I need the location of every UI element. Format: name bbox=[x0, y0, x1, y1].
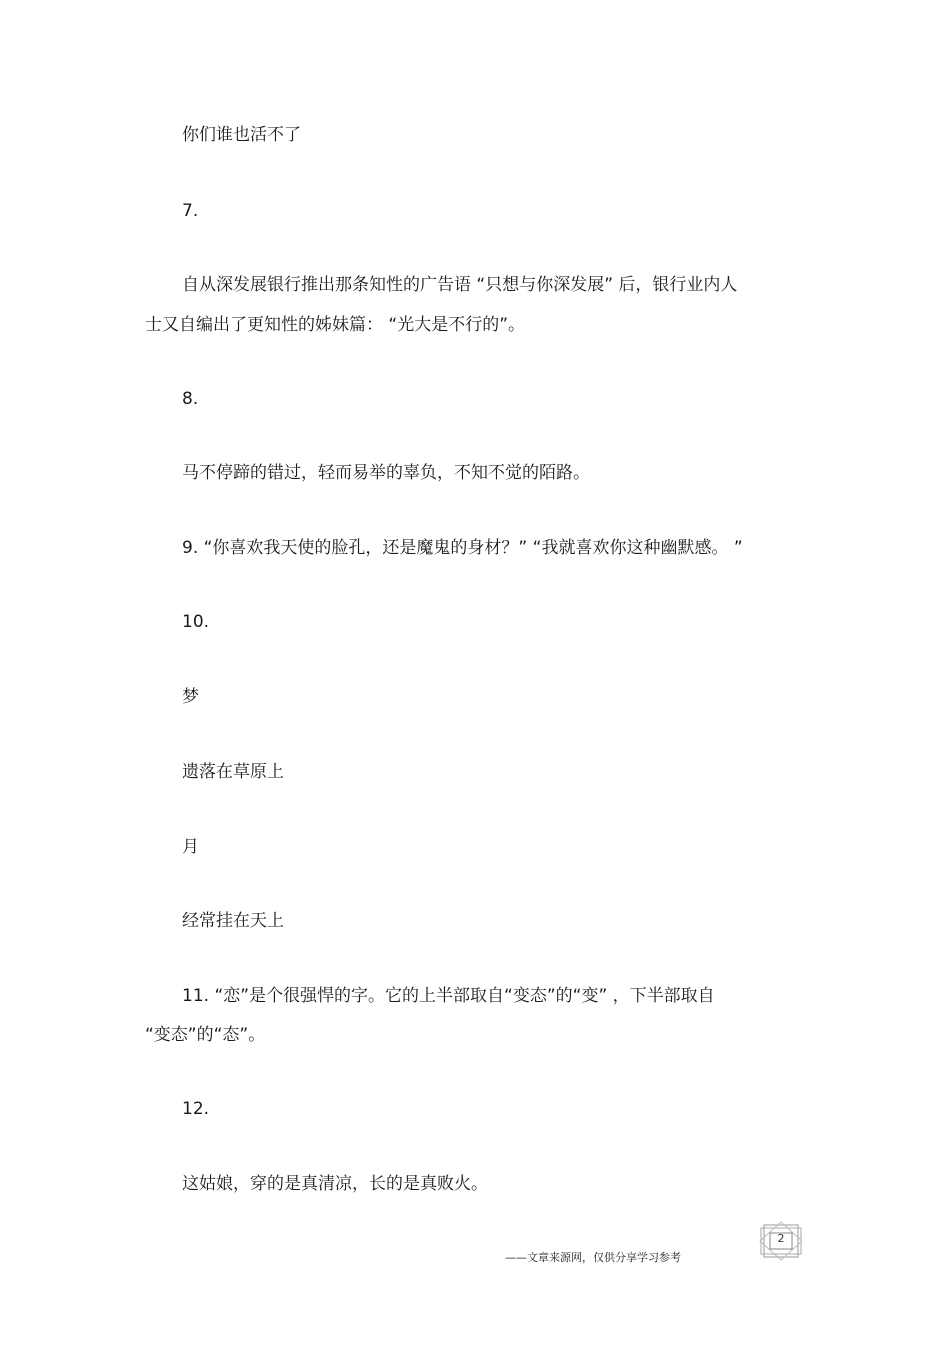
text-line: 9. “你喜欢我天使的脸孔，还是魔鬼的身材？” “我就喜欢你这种幽默感。 ” bbox=[182, 538, 743, 558]
item-number: 12. bbox=[182, 1099, 210, 1119]
text-line: 遗落在草原上 bbox=[182, 762, 284, 782]
item-number: 7. bbox=[182, 201, 199, 221]
item-number: 8. bbox=[182, 389, 199, 409]
text-line: 月 bbox=[182, 837, 199, 857]
text-line: 梦 bbox=[182, 687, 199, 707]
text-line: 自从深发展银行推出那条知性的广告语 “只想与你深发展” 后，银行业内人 bbox=[182, 275, 738, 295]
text-line: 你们谁也活不了 bbox=[182, 125, 301, 145]
text-line: 经常挂在天上 bbox=[182, 911, 284, 931]
text-line: 11. “恋”是个很强悍的字。它的上半部取自“变态”的“变” ，下半部取自 bbox=[182, 986, 715, 1006]
text-line: 马不停蹄的错过，轻而易举的辜负，不知不觉的陌路。 bbox=[182, 463, 590, 483]
footer-source-text: ——文章来源网，仅供分享学习参考 bbox=[505, 1251, 681, 1264]
page-number: 2 bbox=[777, 1232, 785, 1245]
text-line: “变态”的“态”。 bbox=[145, 1025, 266, 1045]
item-number: 10. bbox=[182, 612, 210, 632]
text-line: 士又自编出了更知性的姊妹篇： “光大是不行的”。 bbox=[145, 315, 526, 335]
text-line: 这姑娘，穿的是真清凉，长的是真败火。 bbox=[182, 1174, 488, 1194]
